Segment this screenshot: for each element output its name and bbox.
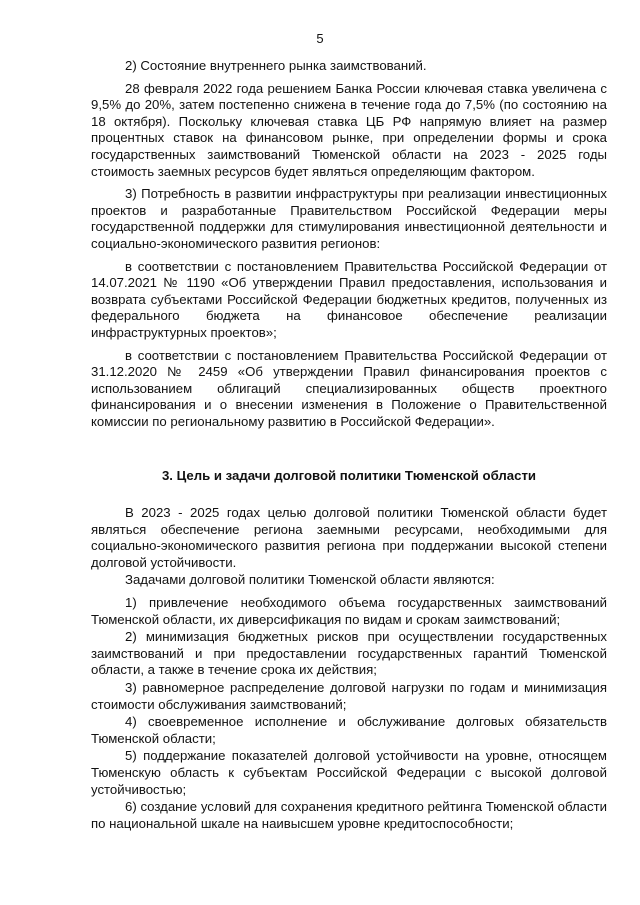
document-body (91, 58, 607, 832)
paragraph-goal: В 2023 - 2025 годах целью долговой политики Тюменской области будет являться обеспечение региона заемными ресурсами, необходимыми для социально-экономического развития региона при поддержании высокой степени долговой устойчивости. (91, 505, 607, 570)
list-item-task-2: 2) минимизация бюджетных рисков при осуществлении государственных заимствований и при предоставлении государственных гарантий Тюменской области, а также в течение срока их действия; (91, 629, 607, 678)
page-number: 5 (316, 31, 324, 46)
paragraph-resolution-1190: в соответствии с постановлением Правительства Российской Федерации от 14.07.2021 № 1190 «Об утверждении Правил предоставления, использования и возврата субъектами Российской Федерации бюджетных кредитов, полученных из федерального бюджета на финансовое обеспечение реализации инфраструктурных проектов»; (91, 258, 607, 340)
paragraph-key-rate: 28 февраля 2022 года решением Банка России ключевая ставка увеличена с 9,5% до 20%, затем постепенно снижена в течение года до 7,5% (по состоянию на 18 октября). Поскольку ключевая ставка ЦБ РФ напрямую влияет на размер процентных ставок на финансовом рынке, при определении формы и срока государственных заимствований Тюменской области на 2023 - 2025 годы стоимость заемных ресурсов будет являться определяющим фактором. (91, 80, 607, 179)
list-item-task-4: 4) своевременное исполнение и обслуживание долговых обязательств Тюменской области; (91, 714, 607, 746)
list-item-task-6: 6) создание условий для сохранения кредитного рейтинга Тюменской области по национальной шкале на наивысшем уровне кредитоспособности; (91, 799, 607, 831)
paragraph-tasks-intro: Задачами долговой политики Тюменской области являются: (125, 572, 495, 588)
list-item-task-3: 3) равномерное распределение долговой нагрузки по годам и минимизация стоимости обслуживания заимствований; (91, 680, 607, 712)
list-item-task-5: 5) поддержание показателей долговой устойчивости на уровне, относящем Тюменскую область к субъектам Российской Федерации с высокой долговой устойчивостью; (91, 748, 607, 797)
paragraph-resolution-2459: в соответствии с постановлением Правительства Российской Федерации от 31.12.2020 № 2459 «Об утверждении Правил финансирования проектов с использованием облигаций специализированных обществ проектного финансирования и о внесении изменения в Положение о Правительственной комиссии по региональному развитию в Российской Федерации». (91, 347, 607, 429)
paragraph-domestic-market: 2) Состояние внутреннего рынка заимствований. (125, 58, 427, 73)
paragraph-infrastructure-needs: 3) Потребность в развитии инфраструктуры при реализации инвестиционных проектов и разработанные Правительством Российской Федерации меры государственной поддержки для стимулирования инвестиционной деятельности и социально-экономического развития регионов: (91, 186, 607, 251)
list-item-task-1: 1) привлечение необходимого объема государственных заимствований Тюменской области, их диверсификация по видам и срокам заимствований; (91, 595, 607, 627)
section-heading: 3. Цель и задачи долговой политики Тюменской области (161, 468, 537, 484)
